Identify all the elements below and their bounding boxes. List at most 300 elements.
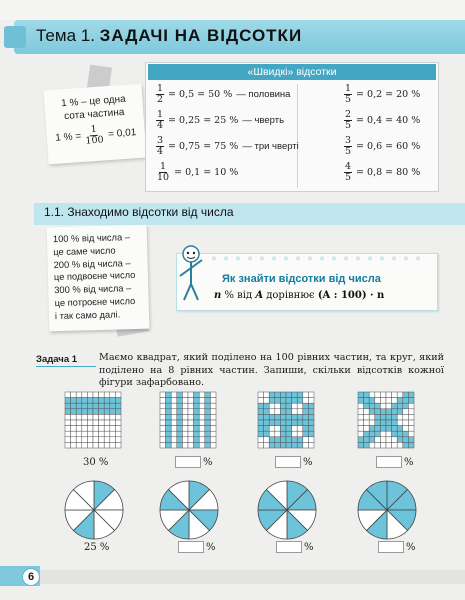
percent-sign: % [203,456,213,468]
grid-cell [188,442,194,448]
grid-cell [166,442,172,448]
fraction: $\frac{1}{10}$ [157,161,170,183]
grid-cell [303,398,309,404]
grid-cell [258,409,264,415]
grid-cell [364,420,370,426]
grid-cell [297,392,303,398]
grid-cell [258,392,264,398]
grid-cell [166,431,172,437]
grid-cell [188,398,194,404]
grid-cell [286,414,292,420]
grid-cell [364,403,370,409]
grid-cell [171,392,177,398]
note-fraction [83,124,105,146]
quick-percents-title: «Швидкі» відсотки [148,64,436,80]
hundred-grid-4 [357,391,415,449]
grid-cell [369,420,375,426]
grid-cell [99,392,105,398]
section-title: 1.1. Знаходимо відсотки від числа [44,205,234,219]
grid-cell [403,431,409,437]
grid-cell [99,442,105,448]
tip-card-holes [210,256,430,261]
grid-cell [76,437,82,443]
grid-cell [258,431,264,437]
grid-cell [380,420,386,426]
grid-cell [87,403,93,409]
grid-cell [264,431,270,437]
grid-cell [93,409,99,415]
grid-cell [115,420,121,426]
grid-cell [171,420,177,426]
grid-cell [171,414,177,420]
grid-cell [93,437,99,443]
grid-cell [182,431,188,437]
grid-cell [65,431,71,437]
grid-cell [358,437,364,443]
grid-cell [358,409,364,415]
percent-sign: % [406,541,416,553]
grid-cell [297,437,303,443]
grid-cell [292,403,298,409]
grid-cell [115,414,121,420]
grid-cell [303,414,309,420]
tip-formula [214,290,384,301]
grid-cell [297,426,303,432]
grid-cell [286,437,292,443]
quick-row-right-3 [344,136,420,157]
grid-cell [177,420,183,426]
grid-cell [104,437,110,443]
grid-cell [194,442,200,448]
grid-cell [87,392,93,398]
grid-cell [286,409,292,415]
grid-cell [280,426,286,432]
pie-circle-4 [356,479,418,541]
grid-cell [380,437,386,443]
grid-cell [297,431,303,437]
grid-cell [403,398,409,404]
grid-cell [177,392,183,398]
rules-line: і так само далі. [54,309,121,321]
grid-cell [280,437,286,443]
grid-cell [93,426,99,432]
grid-cell [403,442,409,448]
grid-cell [397,431,403,437]
grid-cell [380,403,386,409]
grid-cell [99,409,105,415]
grid-cell [392,431,398,437]
grid-cell [392,426,398,432]
grid-cell [76,414,82,420]
grid-cell [392,414,398,420]
note-frac-num: 1 [90,123,98,136]
grid-cell [397,409,403,415]
grid-cell [194,426,200,432]
grid-cell [205,420,211,426]
grid-cell [99,403,105,409]
grid-cell [188,431,194,437]
answer-circle-2 [178,541,216,553]
grid-cell [171,437,177,443]
fraction: $\frac{3}{4}$ [157,135,164,157]
grid-cell [87,420,93,426]
grid-cell [99,398,105,404]
grid-cell [403,420,409,426]
grid-cell [177,431,183,437]
grid-cell [408,392,414,398]
grid-cell [269,442,275,448]
topic-title [36,26,302,48]
grid-cell [264,442,270,448]
grid-cell [93,442,99,448]
grid-cell [188,403,194,409]
grid-cell [386,403,392,409]
grid-cell [199,398,205,404]
grid-cell [65,442,71,448]
grid-cell [171,409,177,415]
grid-cell [297,398,303,404]
grid-cell [386,426,392,432]
note-line-1: 1 % – це одна [60,93,127,110]
grid-cell [115,442,121,448]
grid-cell [194,414,200,420]
grid-cell [308,442,314,448]
grid-cell [104,398,110,404]
grid-cell [99,420,105,426]
grid-cell [199,431,205,437]
grid-cell [386,398,392,404]
answer-circle-3 [276,541,314,553]
grid-cell [258,437,264,443]
grid-cell [205,392,211,398]
grid-cell [210,426,216,432]
grid-cell [364,398,370,404]
grid-cell [308,426,314,432]
grid-cell [358,398,364,404]
grid-cell [275,398,281,404]
grid-cell [171,398,177,404]
grid-cell [386,392,392,398]
grid-cell [308,437,314,443]
grid-cell [286,426,292,432]
grid-cell [308,431,314,437]
grid-cell [375,392,381,398]
grid-cell [408,420,414,426]
quick-value: = 0,1 = 10 % [174,167,239,178]
grid-cell [397,420,403,426]
grid-cell [104,403,110,409]
grid-cell [93,414,99,420]
grid-cell [408,398,414,404]
grid-cell [205,398,211,404]
grid-cell [87,398,93,404]
grid-cell [166,409,172,415]
grid-cell [392,403,398,409]
fraction: $\frac{1}{2}$ [157,83,164,105]
formula-expression: (A : 100) · n [317,290,385,301]
grid-cell [104,409,110,415]
note-equation [46,122,145,150]
grid-cell [308,420,314,426]
pie-circle-3 [256,479,318,541]
grid-cell [194,420,200,426]
grid-cell [358,414,364,420]
grid-cell [269,403,275,409]
grid-cell [386,414,392,420]
grid-cell [110,442,116,448]
grid-cell [269,398,275,404]
grid-cell [364,409,370,415]
grid-cell [177,426,183,432]
grid-cell [99,414,105,420]
grid-cell [386,437,392,443]
quick-word: — три чверті [242,141,299,152]
grid-cell [364,426,370,432]
grid-cell [115,398,121,404]
mascot-figure-icon [176,244,206,306]
formula-text: % від [221,290,256,301]
answer-input-grid-3[interactable] [275,456,301,468]
formula-n: n [214,290,222,301]
grid-cell [65,426,71,432]
grid-cell [93,403,99,409]
grid-cell [280,414,286,420]
grid-cell [308,398,314,404]
grid-cell [82,398,88,404]
grid-cell [71,392,77,398]
grid-cell [160,403,166,409]
grid-cell [82,403,88,409]
grid-cell [188,437,194,443]
answer-input-circle-4[interactable] [378,541,404,553]
grid-cell [380,392,386,398]
grid-cell [392,437,398,443]
grid-cell [280,420,286,426]
answer-input-grid-4[interactable] [376,456,402,468]
rules-line: 200 % від числа – [53,257,131,270]
grid-cell [110,420,116,426]
grid-cell [269,420,275,426]
grid-cell [364,442,370,448]
grid-cell [264,437,270,443]
page-top-margin [0,0,465,20]
percent-sign: % [304,541,314,553]
quick-value: = 0,8 = 80 % [356,167,421,178]
grid-cell [275,392,281,398]
hundred-grid-3 [257,391,315,449]
grid-cell [269,414,275,420]
grid-cell [380,398,386,404]
quick-value: = 0,5 = 50 % [168,89,233,100]
grid-cell [403,403,409,409]
grid-cell [160,398,166,404]
grid-cell [87,437,93,443]
grid-cell [177,409,183,415]
grid-cell [182,426,188,432]
grid-cell [188,414,194,420]
grid-cell [71,431,77,437]
grid-cell [358,431,364,437]
grid-cell [408,414,414,420]
grid-cell [177,437,183,443]
grid-cell [82,409,88,415]
grid-cell [292,442,298,448]
grid-cell [403,426,409,432]
grid-cell [303,403,309,409]
grid-cell [205,426,211,432]
grid-cell [171,431,177,437]
grid-cell [82,392,88,398]
grid-cell [166,420,172,426]
fraction: $\frac{2}{5}$ [345,109,352,131]
percent-sign: % [303,456,313,468]
grid-cell [210,414,216,420]
grid-cell [171,426,177,432]
grid-cell [71,398,77,404]
grid-cell [397,392,403,398]
grid-cell [82,420,88,426]
grid-cell [358,392,364,398]
quick-value: = 0,25 = 25 % [168,115,239,126]
rules-line: 100 % від числа – [52,232,131,245]
grid-cell [177,403,183,409]
fraction: $\frac{4}{5}$ [345,161,352,183]
answer-grid-4 [376,456,414,468]
grid-cell [264,403,270,409]
grid-cell [87,442,93,448]
grid-cell [264,426,270,432]
grid-cell [275,409,281,415]
grid-cell [115,426,121,432]
grid-cell [110,392,116,398]
grid-cell [182,392,188,398]
grid-cell [188,409,194,415]
grid-cell [364,392,370,398]
grid-cell [115,409,121,415]
quick-value: = 0,75 = 75 % [168,141,239,152]
grid-cell [403,437,409,443]
answer-grid-1: 30 % [83,457,109,468]
grid-cell [210,442,216,448]
grid-cell [258,420,264,426]
grid-cell [182,403,188,409]
grid-cell [177,442,183,448]
note-eq-left: 1 % = [54,131,82,144]
grid-cell [104,442,110,448]
grid-cell [199,392,205,398]
rules-line: це подвоєне число [53,270,136,283]
grid-cell [199,437,205,443]
grid-cell [82,431,88,437]
grid-cell [280,409,286,415]
grid-cell [269,409,275,415]
grid-cell [115,403,121,409]
grid-cell [386,431,392,437]
grid-cell [308,403,314,409]
note-eq-right: = 0,01 [107,127,137,141]
grid-cell [110,409,116,415]
grid-cell [408,442,414,448]
grid-cell [205,409,211,415]
answer-grid-3 [275,456,313,468]
quick-row-left-1 [156,84,290,105]
footer-bar [0,570,465,584]
grid-cell [177,398,183,404]
grid-cell [297,403,303,409]
grid-cell [375,431,381,437]
quick-value: = 0,2 = 20 % [356,89,421,100]
percent-rules-note [47,225,150,332]
quick-word: — чверть [242,115,285,126]
grid-cell [65,420,71,426]
grid-cell [71,442,77,448]
quick-row-left-3 [156,136,299,157]
grid-cell [292,431,298,437]
grid-cell [194,392,200,398]
grid-cell [82,437,88,443]
grid-cell [380,414,386,420]
rules-line: це саме число [53,245,116,257]
grid-cell [403,392,409,398]
grid-cell [205,403,211,409]
grid-cell [87,414,93,420]
grid-cell [115,437,121,443]
grid-cell [65,392,71,398]
grid-cell [258,426,264,432]
grid-cell [199,420,205,426]
grid-cell [264,414,270,420]
grid-cell [280,442,286,448]
grid-cell [403,409,409,415]
grid-cell [375,442,381,448]
grid-cell [375,409,381,415]
grid-cell [408,426,414,432]
grid-cell [87,409,93,415]
grid-cell [166,426,172,432]
grid-cell [76,398,82,404]
grid-cell [205,414,211,420]
grid-cell [286,403,292,409]
grid-cell [210,403,216,409]
grid-cell [269,437,275,443]
grid-cell [210,431,216,437]
grid-cell [65,398,71,404]
grid-cell [358,420,364,426]
grid-cell [369,426,375,432]
grid-cell [210,437,216,443]
grid-cell [87,431,93,437]
grid-cell [71,403,77,409]
grid-cell [297,442,303,448]
grid-cell [65,414,71,420]
grid-cell [194,403,200,409]
grid-cell [110,426,116,432]
grid-cell [160,409,166,415]
page-number: 6 [22,568,40,586]
percent-sign: % [404,456,414,468]
quick-row-left-2 [156,110,284,131]
grid-cell [386,409,392,415]
grid-cell [76,431,82,437]
grid-cell [303,431,309,437]
grid-cell [210,420,216,426]
grid-cell [110,398,116,404]
answer-input-grid-2[interactable] [175,456,201,468]
answer-input-circle-2[interactable] [178,541,204,553]
hundred-grid-1 [64,391,122,449]
answer-input-circle-3[interactable] [276,541,302,553]
grid-cell [71,414,77,420]
